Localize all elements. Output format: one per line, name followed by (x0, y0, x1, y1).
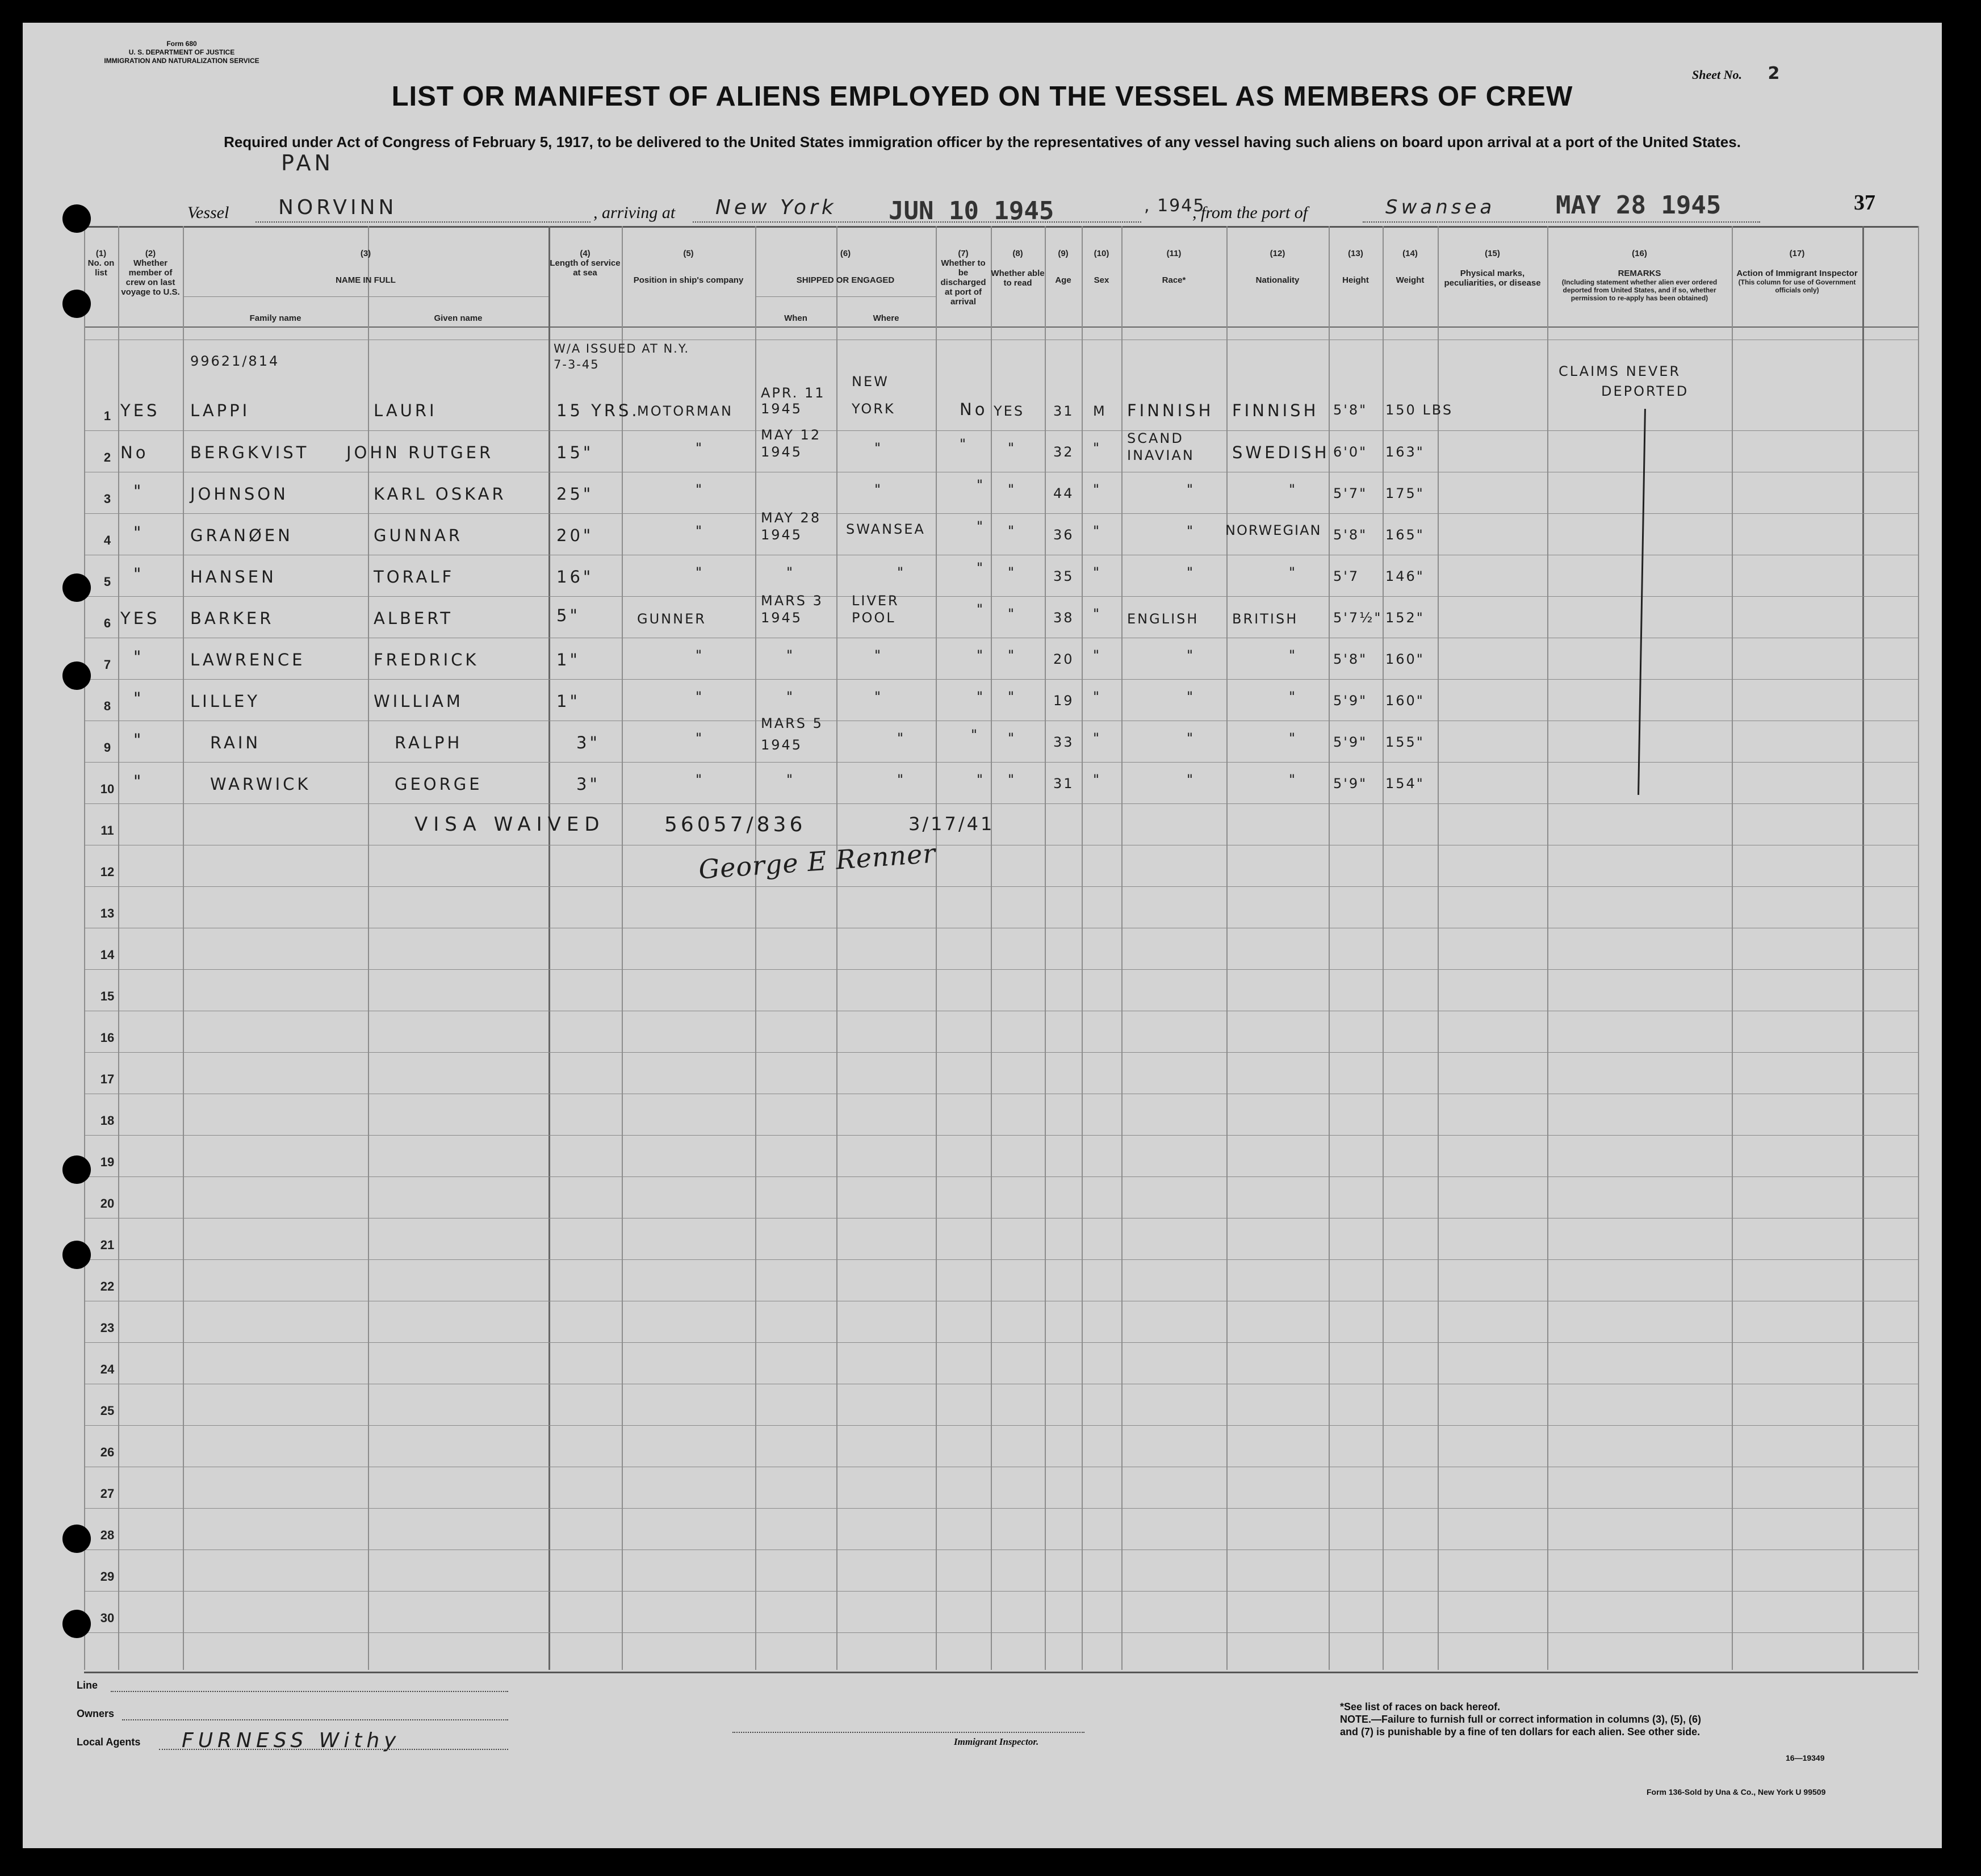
line-number: 22 (100, 1279, 115, 1293)
print-code: 16—19349 (1786, 1753, 1825, 1762)
line-number: 13 (100, 906, 115, 920)
page-subtitle: Required under Act of Congress of February 5, 1917, to be delivered to the United States immigration officer by the representatives of any vessel having such aliens on board upon arrival at a port of the United States. (224, 133, 1741, 150)
col-header-6: (6) SHIPPED OR ENGAGED (796, 249, 895, 285)
row2-when-line1: MAY 12 (761, 427, 822, 443)
form-header (57, 40, 307, 65)
penalty-note: NOTE.—Failure to furnish full or correct information in columns (3), (5), (6) and (7) is punishable by a fine of ten dollars for each alien. See other side. (1340, 1714, 1702, 1737)
visa-issued-date-annotation: 7-3-45 (554, 358, 600, 371)
departure-date-stamp: MAY 28 1945 (1556, 191, 1722, 220)
line-number: 4 (103, 533, 111, 547)
line-number: 14 (100, 948, 115, 962)
line-number: 5 (103, 575, 111, 589)
col-header-17: (17) Action of Immigrant Inspector (This column for use of Government officials only) (1736, 249, 1858, 294)
line-number: 3 (103, 492, 111, 506)
visa-issued-annotation: W/A ISSUED AT N.Y. (554, 342, 690, 355)
form-number: Form 680 (166, 40, 197, 48)
binder-hole (62, 1241, 91, 1269)
binder-hole (62, 573, 91, 602)
line-number: 18 (100, 1113, 115, 1128)
arrival-date-stamp: JUN 10 1945 (889, 196, 1054, 225)
binder-hole (62, 1525, 91, 1553)
col-header-7: (7) Whether to be discharged at port of arrival (940, 249, 986, 307)
year-value: , 1945 (1144, 196, 1205, 216)
line-number: 10 (100, 782, 115, 796)
page-number: 37 (1854, 191, 1875, 215)
col-header-1: (1) No. on list (87, 249, 115, 278)
col-header-2: (2) Whether member of crew on last voyage to U.S. (121, 249, 180, 297)
col-header-5: (5) Position in ship's company (633, 249, 744, 285)
line-number: 6 (103, 616, 111, 630)
line-number: 11 (100, 823, 114, 838)
binder-hole (62, 204, 91, 233)
official-signature: George E Renner (697, 838, 937, 885)
remarks-line2: DEPORTED (1601, 383, 1689, 399)
line-number: 20 (100, 1196, 115, 1211)
vessel-name: NORVINN (278, 196, 397, 219)
col-header-where: Where (873, 313, 899, 323)
from-port: Swansea (1385, 196, 1496, 219)
row6-when-line1: MARS 3 (761, 593, 823, 609)
arriving-label: , arriving at (593, 203, 676, 222)
local-agents-value: FURNESS Withy (182, 1729, 401, 1752)
binder-hole (62, 290, 91, 318)
service: IMMIGRATION AND NATURALIZATION SERVICE (104, 57, 259, 65)
line-number: 30 (100, 1611, 115, 1625)
visa-waived-date: 3/17/41 (908, 813, 995, 835)
line-number: 19 (100, 1155, 115, 1169)
sheet-number-label: Sheet No. 2 (1692, 64, 1783, 83)
line-number: 15 (100, 989, 115, 1003)
vessel-label: Vessel (187, 203, 229, 222)
col-header-9: (9) Age (1055, 249, 1071, 285)
vessel-prefix-handwritten: PAN (281, 150, 334, 175)
row1-where-line1: NEW (852, 374, 889, 390)
row9-when-line1: MARS 5 (761, 715, 823, 731)
binder-hole (62, 1610, 91, 1638)
visa-waived-number: 56057/836 (664, 813, 806, 836)
sheet-number-value: 2 (1768, 64, 1783, 83)
row2-race-line1: SCAND (1127, 430, 1184, 446)
col-header-13: (13) Height (1342, 249, 1369, 285)
col-header-given-name: Given name (434, 313, 483, 323)
inspector-label: Immigrant Inspector. (954, 1736, 1039, 1747)
col-header-11: (11) Race* (1162, 249, 1186, 285)
line-number: 21 (100, 1238, 115, 1252)
row4-when-line1: MAY 28 (761, 510, 822, 526)
col-header-3: (3) NAME IN FULL (336, 249, 396, 285)
line-number: 28 (100, 1528, 115, 1542)
from-port-label: , from the port of (1192, 203, 1308, 222)
col-header-14: (14) Weight (1396, 249, 1425, 285)
visa-waived-text: VISA WAIVED (414, 813, 605, 836)
line-number: 9 (103, 740, 111, 755)
remarks-line1: CLAIMS NEVER (1559, 363, 1681, 379)
col-header-15: (15) Physical marks, peculiarities, or disease (1444, 249, 1541, 288)
line-label: Line (77, 1680, 98, 1691)
line-number: 8 (103, 699, 111, 713)
form-publisher: Form 136-Sold by Una & Co., New York U 99509 (1647, 1787, 1826, 1797)
line-number: 24 (100, 1362, 115, 1376)
line-number: 2 (103, 450, 111, 464)
file-number-annotation: 99621/814 (190, 353, 280, 369)
col-header-family-name: Family name (249, 313, 301, 323)
col-header-8: (8) Whether able to read (991, 249, 1045, 288)
line-number: 25 (100, 1404, 115, 1418)
binder-hole (62, 1155, 91, 1184)
row1-when-line1: APR. 11 (761, 385, 826, 401)
line-number: 26 (100, 1445, 115, 1459)
manifest-sheet: Form 680 U. S. DEPARTMENT OF JUSTICE IMMIGRATION AND NATURALIZATION SERVICE Sheet No. 2 LIST OR MANIFEST OF ALIENS EMPLOYED ON THE VESSEL AS MEMBERS OF CREW Required under Act of Congress of February 5, 1917, to be delivered to the United States immigration officer by the representatives of any vessel having such aliens on board upon arrival at a port of the United States. PAN Vessel NORVINN , arriving at New York JUN 10 1945 , 1945 , from the port of Swansea MAY 28 1945 37 (1) No. on list (2) Whether member of crew on last voyage to U.S. (3) NAME IN FULL Family name Given name (4) Length of service at sea (5) Position in ship's company (6) SHIPPED OR ENGAGED When Where (7) Whether to be discharged at port of arrival (8) Whether able to read (9) Age (10) Sex (11) Race* (12) Nationality (13) Height (14) Weight (15) Physical marks, peculiarities, or disease (16) REMARKS (Including statement whether alien ever ordered deported from United States, and if so, whether permission to re-apply has been obtained) (17) Action of Immigrant Inspector (This column for use of Government officials only) 1 2 3 4 5 6 7 8 9 10 11 12 13 14 15 16 17 18 19 20 21 22 23 24 25 26 27 28 29 30 99621/814 W/A ISSUED AT N.Y. 7-3-45 YES LAPPI LAURI 15 YRS. MOTORMAN 1945 YORK No YES 31 M FINNISH FINNISH 5'8" 150 LBS APR. 11 NEW No BERGKVIST JOHN RUTGER 15" " 1945 " " " 32 " INAVIAN SWEDISH 6'0" 163" MAY 12 SCAND " JOHNSON KARL OSKAR 25" " " " " 44 " " " 5'7" 175" " GRANØEN GUNNAR 20" " 1945 SWANSEA " " 36 " " NORWEGIAN 5'8" 165" MAY 28 " HANSEN TORALF 16" " " " " " 35 " " " 5'7 146" YES BARKER ALBERT 5" GUNNER 1945 POOL " " 38 " ENGLISH BRITISH 5'7½" 152" MARS 3 LIVER " LAWRENCE FREDRICK 1" " " " " " 20 " " " 5'8" 160" " LILLEY WILLIAM 1" " " " " " 19 " " " 5'9" 160" " RAIN RALPH 3" " 1945 " " " 33 " " " 5'9" 155" MARS 5 " WARWICK GEORGE 3" " " " " " 31 " " " 5'9" 154" CLAIMS NEVER DEPORTED VISA WAIVED 56057/836 3/17/41 George E Renner Line Owners Local Agents FURNESS Withy Immigrant Inspector. *See list of races on back hereof. NOTE.—Failure to furnish full or correct information in columns (3), (5), (6) and (7) is punishable by a fine of ten dollars for each alien. See other side. 16—19349 Form 136-Sold by Una & Co., New York U 99509 (23, 23, 1942, 1848)
page-title: LIST OR MANIFEST OF ALIENS EMPLOYED ON THE VESSEL AS MEMBERS OF CREW (391, 81, 1573, 112)
col-header-4: (4) Length of service at sea (550, 249, 621, 278)
line-number: 23 (100, 1321, 115, 1335)
local-agents-label: Local Agents (77, 1736, 141, 1748)
line-number: 17 (100, 1072, 115, 1086)
owners-label: Owners (77, 1708, 115, 1719)
col-header-10: (10) Sex (1094, 249, 1109, 285)
col-header-when: When (784, 313, 807, 323)
line-number: 27 (100, 1486, 115, 1501)
line-number: 16 (100, 1031, 115, 1045)
race-note: *See list of races on back hereof. (1340, 1701, 1501, 1712)
arriving-port: New York (715, 196, 837, 219)
line-number: 12 (100, 865, 115, 879)
department: U. S. DEPARTMENT OF JUSTICE (128, 48, 235, 56)
line-number: 1 (103, 409, 111, 423)
line-number: 7 (103, 658, 111, 672)
row6-where-line1: LIVER (852, 593, 899, 609)
binder-hole (62, 661, 91, 690)
col-header-12: (12) Nationality (1255, 249, 1300, 285)
line-number: 29 (100, 1569, 115, 1584)
col-header-16: (16) REMARKS (Including statement whether alien ever ordered deported from United States, and if so, whether permission to re-apply has been obtained) (1561, 249, 1718, 302)
